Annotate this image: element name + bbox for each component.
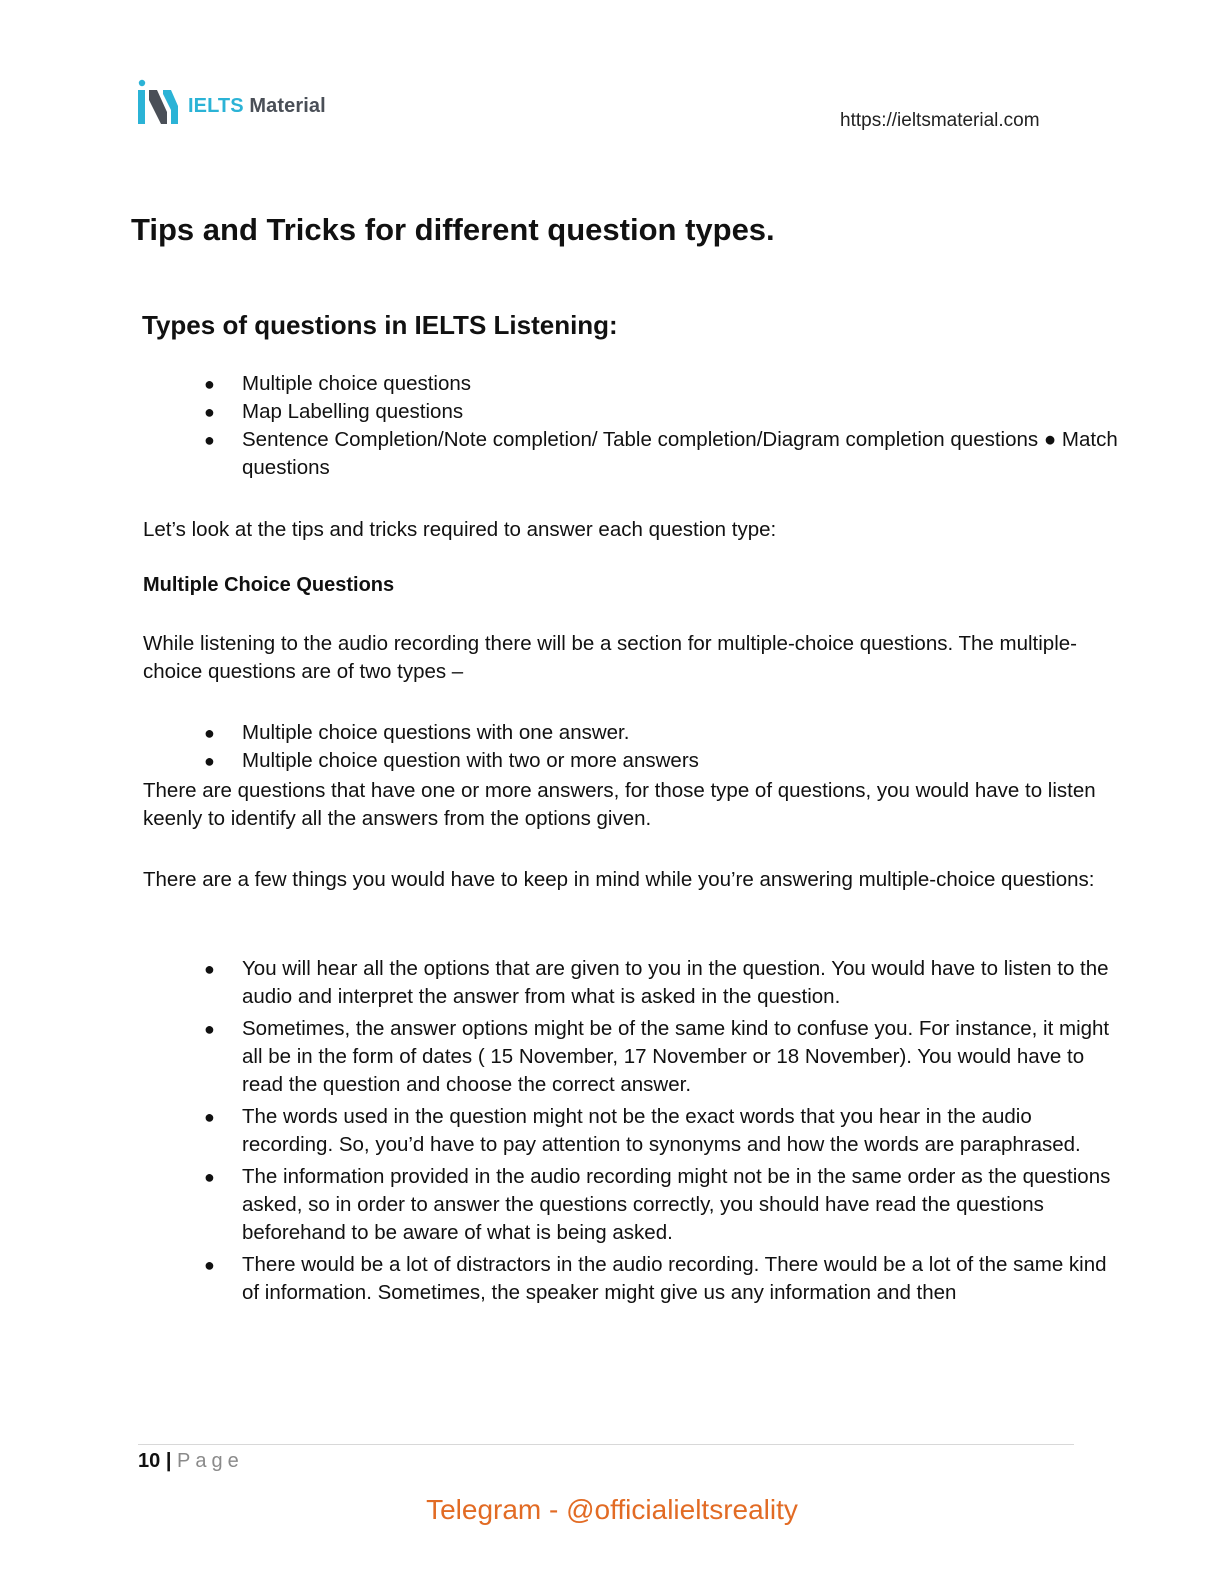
section-heading: Types of questions in IELTS Listening: [142, 310, 618, 340]
list-item: ● Sentence Completion/Note completion/ Table completion/Diagram completion questions ● Match questions [204, 428, 1118, 479]
bullet-icon: ● [204, 1255, 215, 1275]
page-separator: | [165, 1450, 172, 1472]
bullet-icon: ● [204, 1019, 215, 1039]
tips-list [204, 955, 1124, 1311]
list-item: ● The words used in the question might not be the exact words that you hear in the audio recording. So, you’d have to pay attention to synonyms and how the words are paraphrased. [204, 1105, 1081, 1156]
footer-divider [138, 1444, 1074, 1445]
bullet-icon: ● [204, 751, 215, 771]
list-item: ● Sometimes, the answer options might be of the same kind to confuse you. For instance, it might all be in the form of dates ( 15 November, 17 November or 18 November). You would have to read the question and choose the correct answer. [204, 1017, 1110, 1096]
page-label: Page [176, 1450, 244, 1472]
bullet-icon: ● [204, 723, 215, 743]
bullet-icon: ● [204, 1167, 215, 1187]
mcq-paragraph-2: There are questions that have one or more answers, for those type of questions, you would have to listen keenly to identify all the answers from the options given. [143, 779, 1096, 830]
ielts-material-logo [136, 78, 356, 126]
list-item: ● Multiple choice question with two or more answers [204, 747, 1124, 775]
list-item: ● The information provided in the audio recording might not be in the same order as the questions asked, so in order to answer the questions correctly, you should have read the questions beforehand to be aware of what is being asked. [204, 1165, 1111, 1244]
bullet-icon: ● [204, 374, 215, 394]
mcq-paragraph-3: There are a few things you would have to keep in mind while you’re answering multiple-choice questions: [143, 868, 1095, 891]
intro-paragraph: Let’s look at the tips and tricks required to answer each question type: [143, 518, 777, 541]
list-item: ● Multiple choice questions with one answer. [204, 719, 1124, 747]
page-number-value: 10 [138, 1450, 161, 1472]
list-item: ● You will hear all the options that are given to you in the question. You would have to listen to the audio and interpret the answer from what is asked in the question. [204, 957, 1109, 1008]
list-item: ● Map Labelling questions [204, 398, 1124, 426]
bullet-icon: ● [204, 430, 215, 450]
mcq-heading: Multiple Choice Questions [143, 574, 395, 596]
bullet-icon: ● [204, 1107, 215, 1127]
header-url[interactable]: https://ieltsmaterial.com [840, 110, 1040, 131]
mcq-types-list [204, 719, 1124, 775]
bullet-icon: ● [204, 959, 215, 979]
page-number [138, 1450, 244, 1473]
page-title: Tips and Tricks for different question types. [131, 212, 775, 247]
logo-text-material: Material [249, 95, 326, 117]
logo-text-ielts: IELTS [188, 95, 244, 117]
list-item: ● Multiple choice questions [204, 370, 1124, 398]
list-item: ● There would be a lot of distractors in the audio recording. There would be a lot of the same kind of information. Sometimes, the speaker might give us any information and then [204, 1253, 1107, 1304]
mcq-paragraph-1: While listening to the audio recording there will be a section for multiple-choice questions. The multiple-choice questions are of two types – [143, 632, 1077, 683]
telegram-link[interactable]: Telegram - @officialieltsreality [426, 1494, 798, 1525]
question-types-list [204, 370, 1124, 482]
logo-mark-icon [136, 78, 182, 126]
bullet-icon: ● [204, 402, 215, 422]
logo-text [188, 95, 326, 118]
